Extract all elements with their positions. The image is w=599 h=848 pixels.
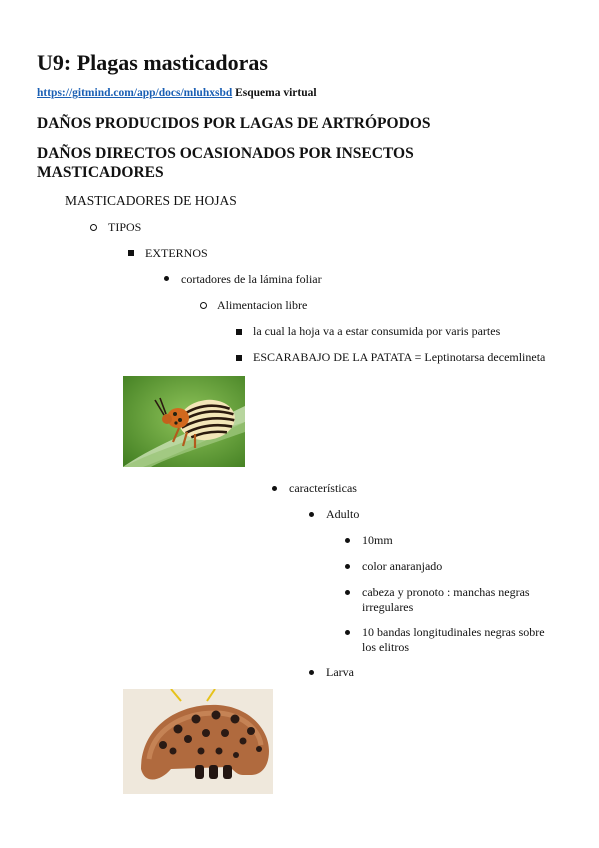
outline-hoja-consumida: la cual la hoja va a estar consumida por varis partes (253, 324, 501, 338)
larva-image (123, 689, 273, 794)
square-bullet-icon (236, 355, 242, 361)
adulto-item: color anaranjado (362, 559, 443, 573)
gitmind-link[interactable]: https://gitmind.com/app/docs/mluhxsbd (37, 87, 233, 99)
outline-alimentacion: Alimentacion libre (217, 298, 308, 312)
dot-bullet-icon (309, 670, 314, 675)
beetle-image (123, 376, 245, 467)
heading-danos-producidos: DAÑOS PRODUCIDOS POR LAGAS DE ARTRÓPODOS (37, 115, 431, 132)
dot-bullet-icon (345, 538, 350, 543)
page-title: U9: Plagas masticadoras (37, 50, 268, 75)
heading-danos-directos: DAÑOS DIRECTOS OCASIONADOS POR INSECTOS MASTICADORES (37, 145, 414, 181)
outline-adulto: Adulto (326, 507, 360, 521)
dot-bullet-icon (164, 276, 169, 281)
colorado-beetle-photo (123, 376, 245, 467)
dot-bullet-icon (345, 564, 350, 569)
outline-masticadores: MASTICADORES DE HOJAS (65, 193, 237, 208)
outline-cortadores: cortadores de la lámina foliar (181, 272, 322, 286)
dot-bullet-icon (345, 590, 350, 595)
dot-bullet-icon (272, 486, 277, 491)
dot-bullet-icon (345, 630, 350, 635)
outline-larva: Larva (326, 665, 354, 679)
square-bullet-icon (236, 329, 242, 335)
hollow-circle-bullet-icon (90, 224, 97, 231)
link-suffix: Esquema virtual (232, 87, 317, 99)
adulto-item: cabeza y pronoto : manchas negras irregulares (362, 585, 530, 614)
link-line (37, 87, 317, 99)
square-bullet-icon (128, 250, 134, 256)
hollow-circle-bullet-icon (200, 302, 207, 309)
outline-caracteristicas: características (289, 481, 357, 495)
larva-photo (123, 689, 273, 794)
dot-bullet-icon (309, 512, 314, 517)
adulto-item: 10mm (362, 533, 393, 547)
adulto-item: 10 bandas longitudinales negras sobre los elitros (362, 625, 545, 654)
outline-externos: EXTERNOS (145, 246, 208, 260)
outline-escarabajo: ESCARABAJO DE LA PATATA = Leptinotarsa decemlineta (253, 350, 546, 364)
outline-tipos: TIPOS (108, 220, 142, 234)
